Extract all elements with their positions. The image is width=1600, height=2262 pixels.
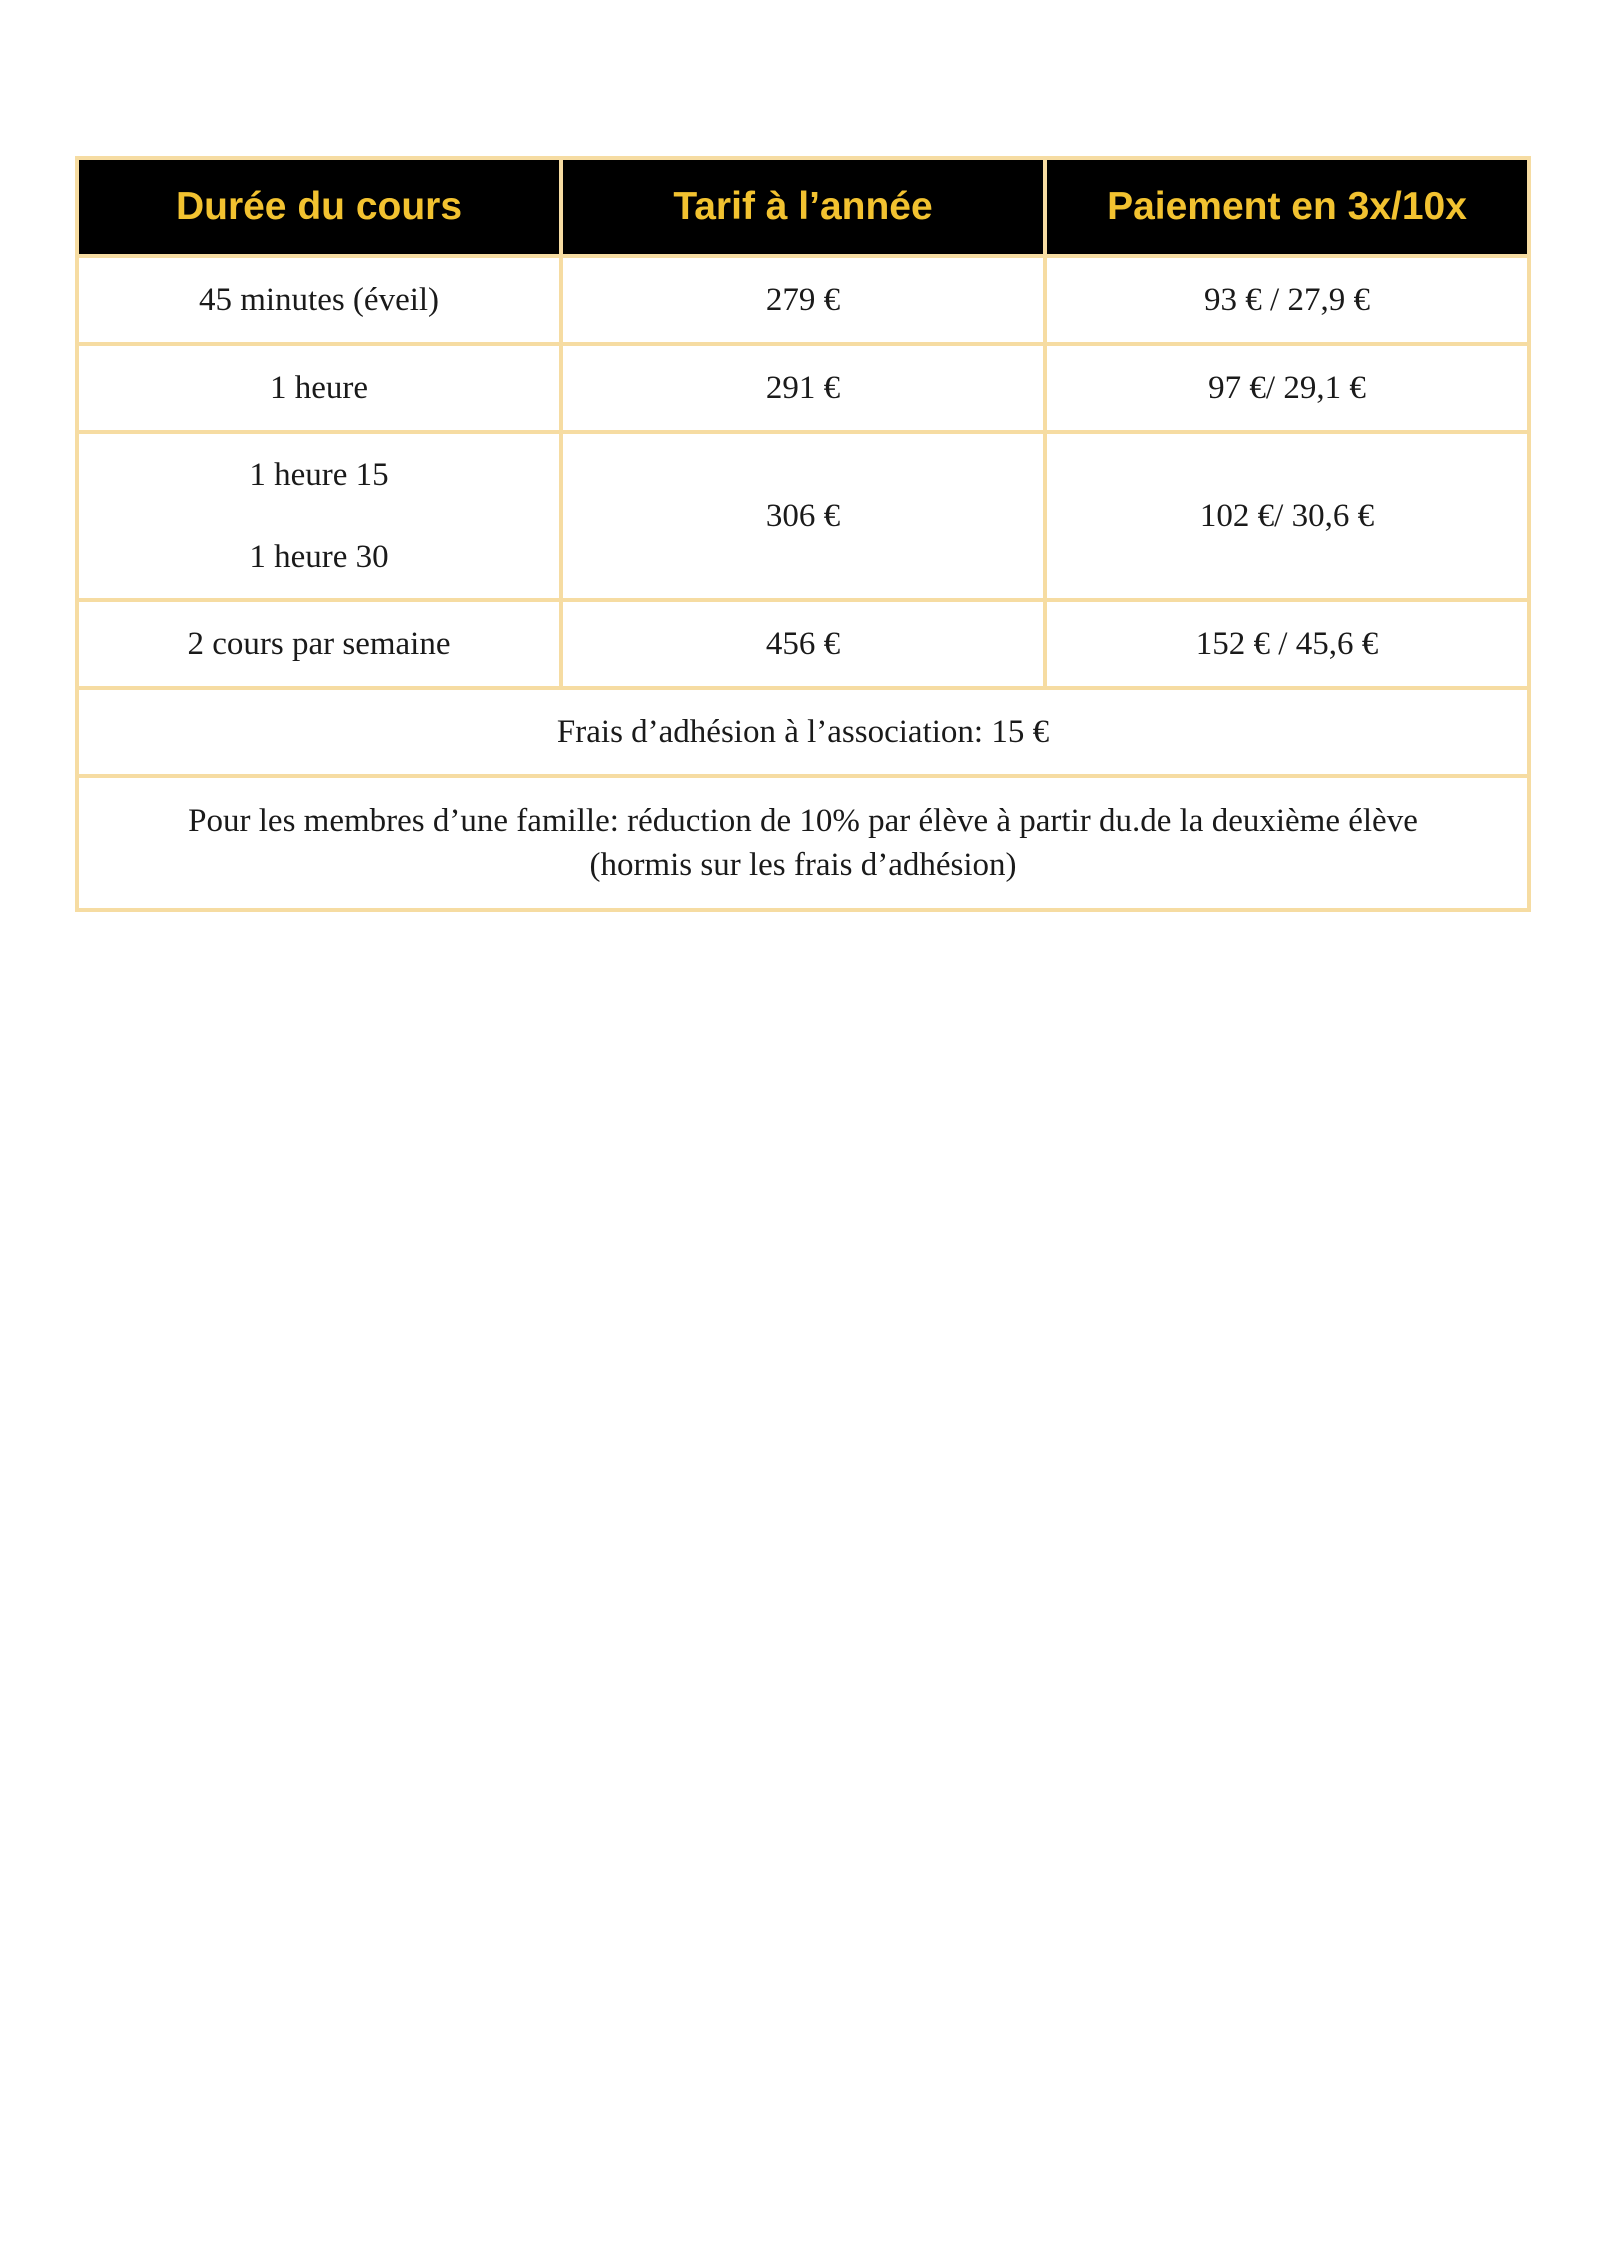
cell-annual-price: 456 € xyxy=(561,600,1045,688)
family-discount-line: (hormis sur les frais d’adhésion) xyxy=(589,847,1017,883)
cell-annual-price: 279 € xyxy=(561,256,1045,344)
table-header-row xyxy=(77,158,1529,256)
table-row xyxy=(77,432,1529,600)
duration-line: 1 heure 30 xyxy=(249,539,389,575)
cell-annual-price: 306 € xyxy=(561,432,1045,600)
cell-duration: 2 cours par semaine xyxy=(77,600,561,688)
duration-line: 1 heure 15 xyxy=(249,457,389,493)
header-duration: Durée du cours xyxy=(77,158,561,256)
cell-annual-price: 291 € xyxy=(561,344,1045,432)
cell-installments: 97 €/ 29,1 € xyxy=(1045,344,1529,432)
cell-installments: 93 € / 27,9 € xyxy=(1045,256,1529,344)
membership-fee-row xyxy=(77,688,1529,776)
cell-installments: 152 € / 45,6 € xyxy=(1045,600,1529,688)
family-discount-row xyxy=(77,776,1529,910)
family-discount-line: Pour les membres d’une famille: réduction de 10% par élève à partir du.de la deuxième élève xyxy=(188,803,1418,839)
header-installments: Paiement en 3x/10x xyxy=(1045,158,1529,256)
cell-duration: 1 heure xyxy=(77,344,561,432)
cell-duration xyxy=(77,432,561,600)
cell-installments: 102 €/ 30,6 € xyxy=(1045,432,1529,600)
table-row xyxy=(77,256,1529,344)
table-row xyxy=(77,344,1529,432)
table-row xyxy=(77,600,1529,688)
family-discount-text xyxy=(77,776,1529,910)
pricing-table xyxy=(75,156,1531,912)
header-annual-price: Tarif à l’année xyxy=(561,158,1045,256)
cell-duration: 45 minutes (éveil) xyxy=(77,256,561,344)
membership-fee-text: Frais d’adhésion à l’association: 15 € xyxy=(77,688,1529,776)
